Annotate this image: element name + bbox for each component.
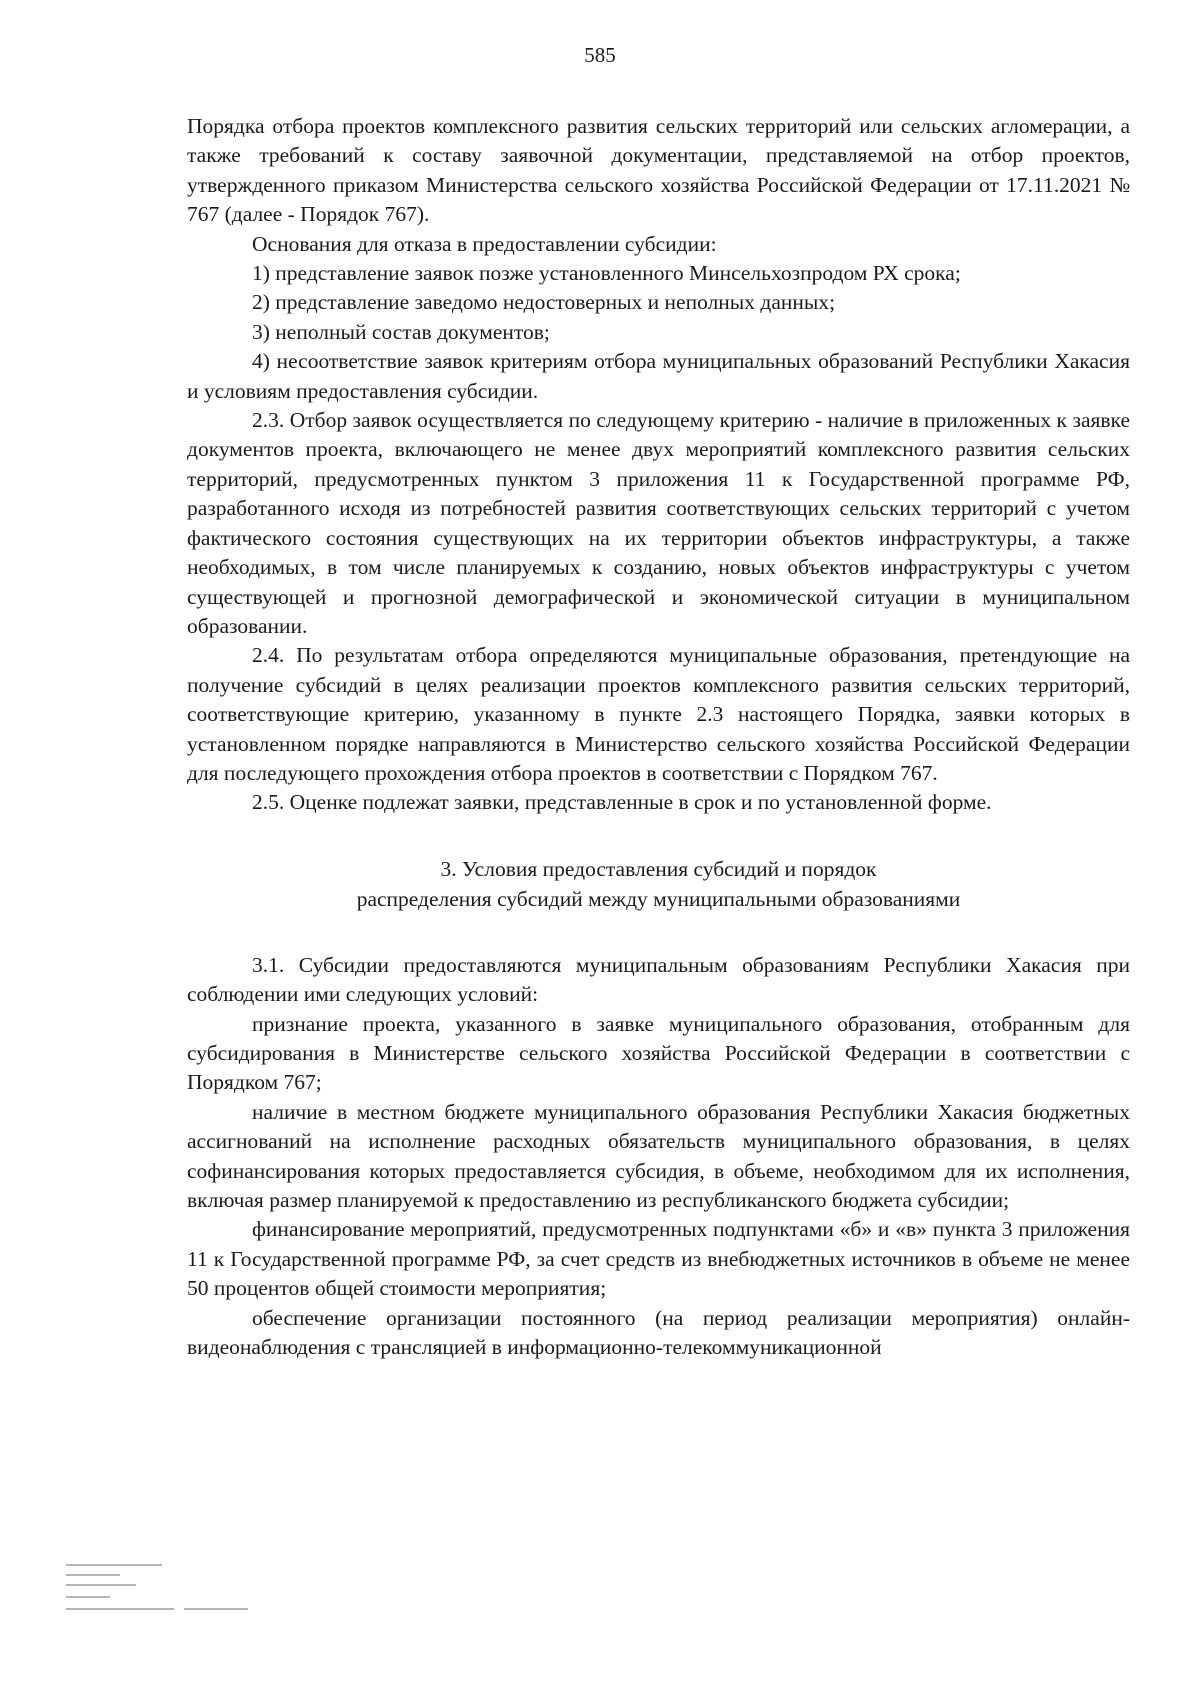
paragraph-2-3: 2.3. Отбор заявок осуществляется по следующему критерию - наличие в приложенных к заявке документов проекта, включающего не менее двух мероприятий комплексного развития сельских территорий, предусмотренных пунктом 3 приложения 11 к Государственной программе РФ, разработанного исходя из потребностей развития соответствующих сельских территорий с учетом фактического состояния существующих на их территории объектов инфраструктуры, а также необходимых, в том числе планируемых к созданию, новых объектов инфраструктуры с учетом существующей и прогнозной демографической и экономической ситуации в муниципальном образовании. (187, 408, 1130, 638)
condition-extrabudgetary-financing: финансирование мероприятий, предусмотренных подпунктами «б» и «в» пункта 3 приложения 11 к Государственной программе РФ, за счет средств из внебюджетных источников в объеме не менее 50 процентов общей стоимости мероприятия; (187, 1217, 1130, 1301)
list-item-4: 4) несоответствие заявок критериям отбора муниципальных образований Республики Хакасия и условиям предоставления субсидии. (187, 349, 1130, 403)
page-number: 585 (584, 43, 616, 67)
condition-video-surveillance: обеспечение организации постоянного (на период реализации мероприятия) онлайн-видеонаблюдения с трансляцией в информационно-телекоммуникационной (187, 1305, 1130, 1360)
scan-stamp-mark (66, 1562, 256, 1622)
document-body (187, 112, 1130, 1362)
list-item-1: 1) представление заявок позже установленного Минсельхозпродом РХ срока; (252, 261, 961, 286)
condition-project-recognition: признание проекта, указанного в заявке муниципального образования, отобранным для субсидирования в Министерстве сельского хозяйства Российской Федерации в соответствии с Порядком 767; (187, 1011, 1130, 1095)
paragraph-2-5: 2.5. Оценке подлежат заявки, представленные в срок и по установленной форме. (252, 790, 992, 815)
condition-budget-allocations: наличие в местном бюджете муниципального образования Республики Хакасия бюджетных ассигнований на исполнение расходных обязательств муниципального образования, в целях софинансирования которых предоставляется субсидия, в объеме, необходимом для их исполнения, включая размер планируемой к предоставлению из республиканского бюджета субсидии; (187, 1099, 1130, 1212)
paragraph-3-1: 3.1. Субсидии предоставляются муниципальным образованиям Республики Хакасия при соблюдении ими следующих условий: (187, 952, 1130, 1007)
paragraph-refusal-grounds: Основания для отказа в предоставлении субсидии: (252, 231, 717, 256)
list-item-2: 2) представление заведомо недостоверных и неполных данных; (252, 290, 836, 315)
paragraph-2-4: 2.4. По результатам отбора определяются муниципальные образования, претендующие на получение субсидий в целях реализации проектов комплексного развития сельских территорий, соответствующие критерию, указанному в пункте 2.3 настоящего Порядка, заявки которых в установленном порядке направляются в Министерство сельского хозяйства Российской Федерации для последующего прохождения отбора проектов в соответствии с Порядком 767. (187, 643, 1130, 785)
section-heading-line-2: распределения субсидий между муниципальными образованиями (356, 886, 961, 911)
list-item-3: 3) неполный состав документов; (252, 319, 550, 344)
paragraph-continuation: Порядка отбора проектов комплексного развития сельских территорий или сельских агломерации, а также требований к составу заявочной документации, представляемой на отбор проектов, утвержденного приказом Министерства сельского хозяйства Российской Федерации от 17.11.2021 № 767 (далее - Порядок 767). (187, 114, 1130, 227)
section-heading-line-1: 3. Условия предоставления субсидий и порядок (440, 856, 877, 881)
section-heading (187, 854, 1130, 914)
